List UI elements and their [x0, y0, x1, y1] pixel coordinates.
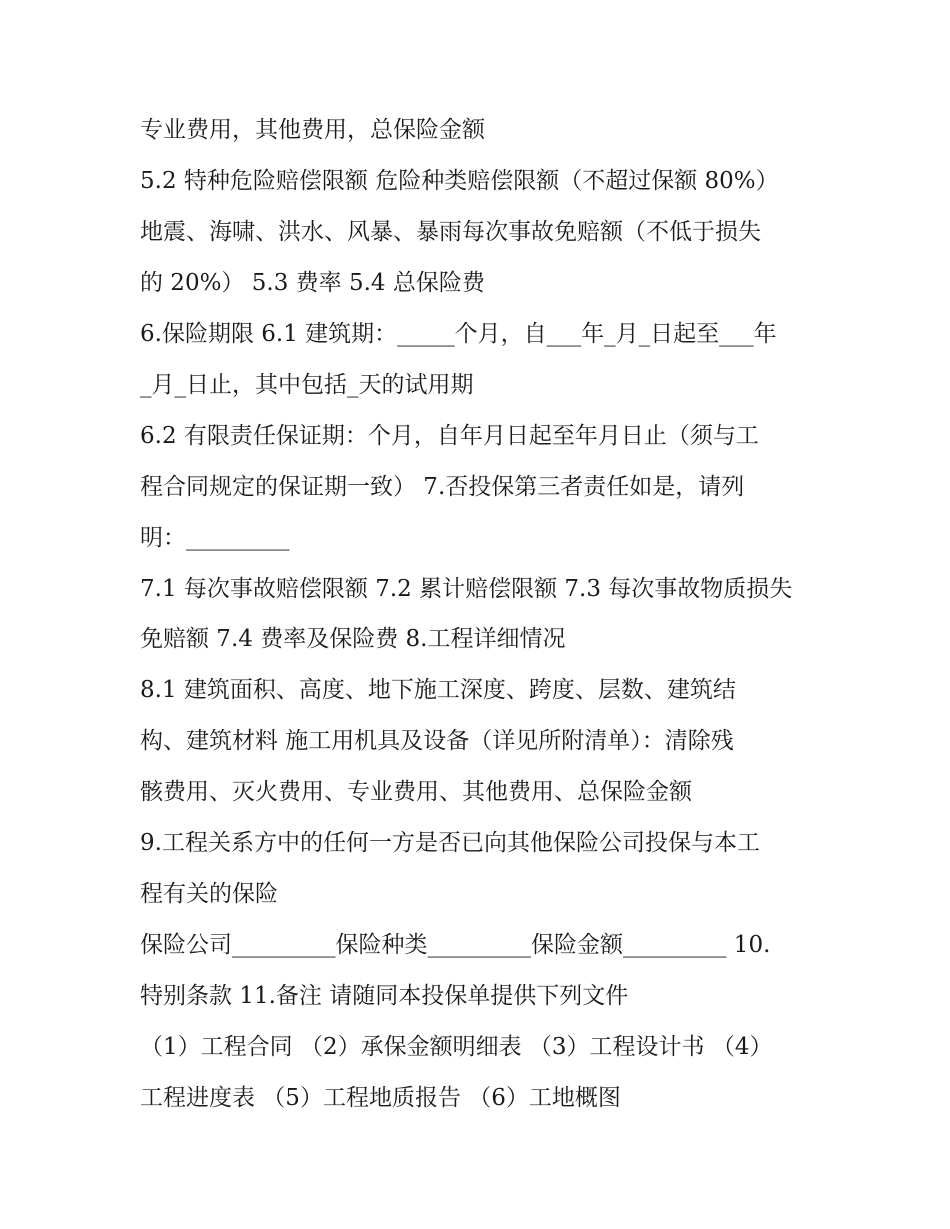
text-line: 构、建筑材料 施工用机具及设备（详见所附清单）：清除残: [140, 728, 734, 754]
text-line: 程合同规定的保证期一致） 7.否投保第三者责任如是，请列: [140, 474, 745, 500]
text-line: 6.2 有限责任保证期：个月，自年月日起至年月日止（须与工: [140, 423, 759, 449]
text-line: 6.保险期限 6.1 建筑期：_____个月，自___年_月_日起至___年: [140, 321, 777, 347]
text-line: 的 20%） 5.3 费率 5.4 总保险费: [140, 270, 485, 296]
text-line: 5.2 特种危险赔偿限额 危险种类赔偿限额（不超过保额 80%）: [140, 168, 779, 194]
text-line: 工程进度表 （5）工程地质报告 （6）工地概图: [140, 1085, 621, 1111]
text-line: 程有关的保险: [140, 881, 278, 907]
text-line: 9.工程关系方中的任何一方是否已向其他保险公司投保与本工: [140, 830, 760, 856]
text-line: 明：_________: [140, 525, 290, 551]
text-line: 7.1 每次事故赔偿限额 7.2 累计赔偿限额 7.3 每次事故物质损失: [140, 576, 793, 602]
text-line: 8.1 建筑面积、高度、地下施工深度、跨度、层数、建筑结: [140, 677, 736, 703]
text-line: _月_日止，其中包括_天的试用期: [140, 372, 474, 398]
text-line: 特别条款 11.备注 请随同本投保单提供下列文件: [140, 983, 629, 1009]
text-line: 免赔额 7.4 费率及保险费 8.工程详细情况: [140, 626, 566, 652]
text-line: 专业费用，其他费用，总保险金额: [140, 117, 485, 143]
text-line: （1）工程合同 （2）承保金额明细表 （3）工程设计书 （4）: [140, 1034, 773, 1060]
text-line: 骸费用、灭火费用、专业费用、其他费用、总保险金额: [140, 779, 692, 805]
text-line: 地震、海啸、洪水、风暴、暴雨每次事故免赔额（不低于损失: [140, 219, 761, 245]
text-line: 保险公司_________保险种类_________保险金额_________ 10.: [140, 932, 771, 958]
